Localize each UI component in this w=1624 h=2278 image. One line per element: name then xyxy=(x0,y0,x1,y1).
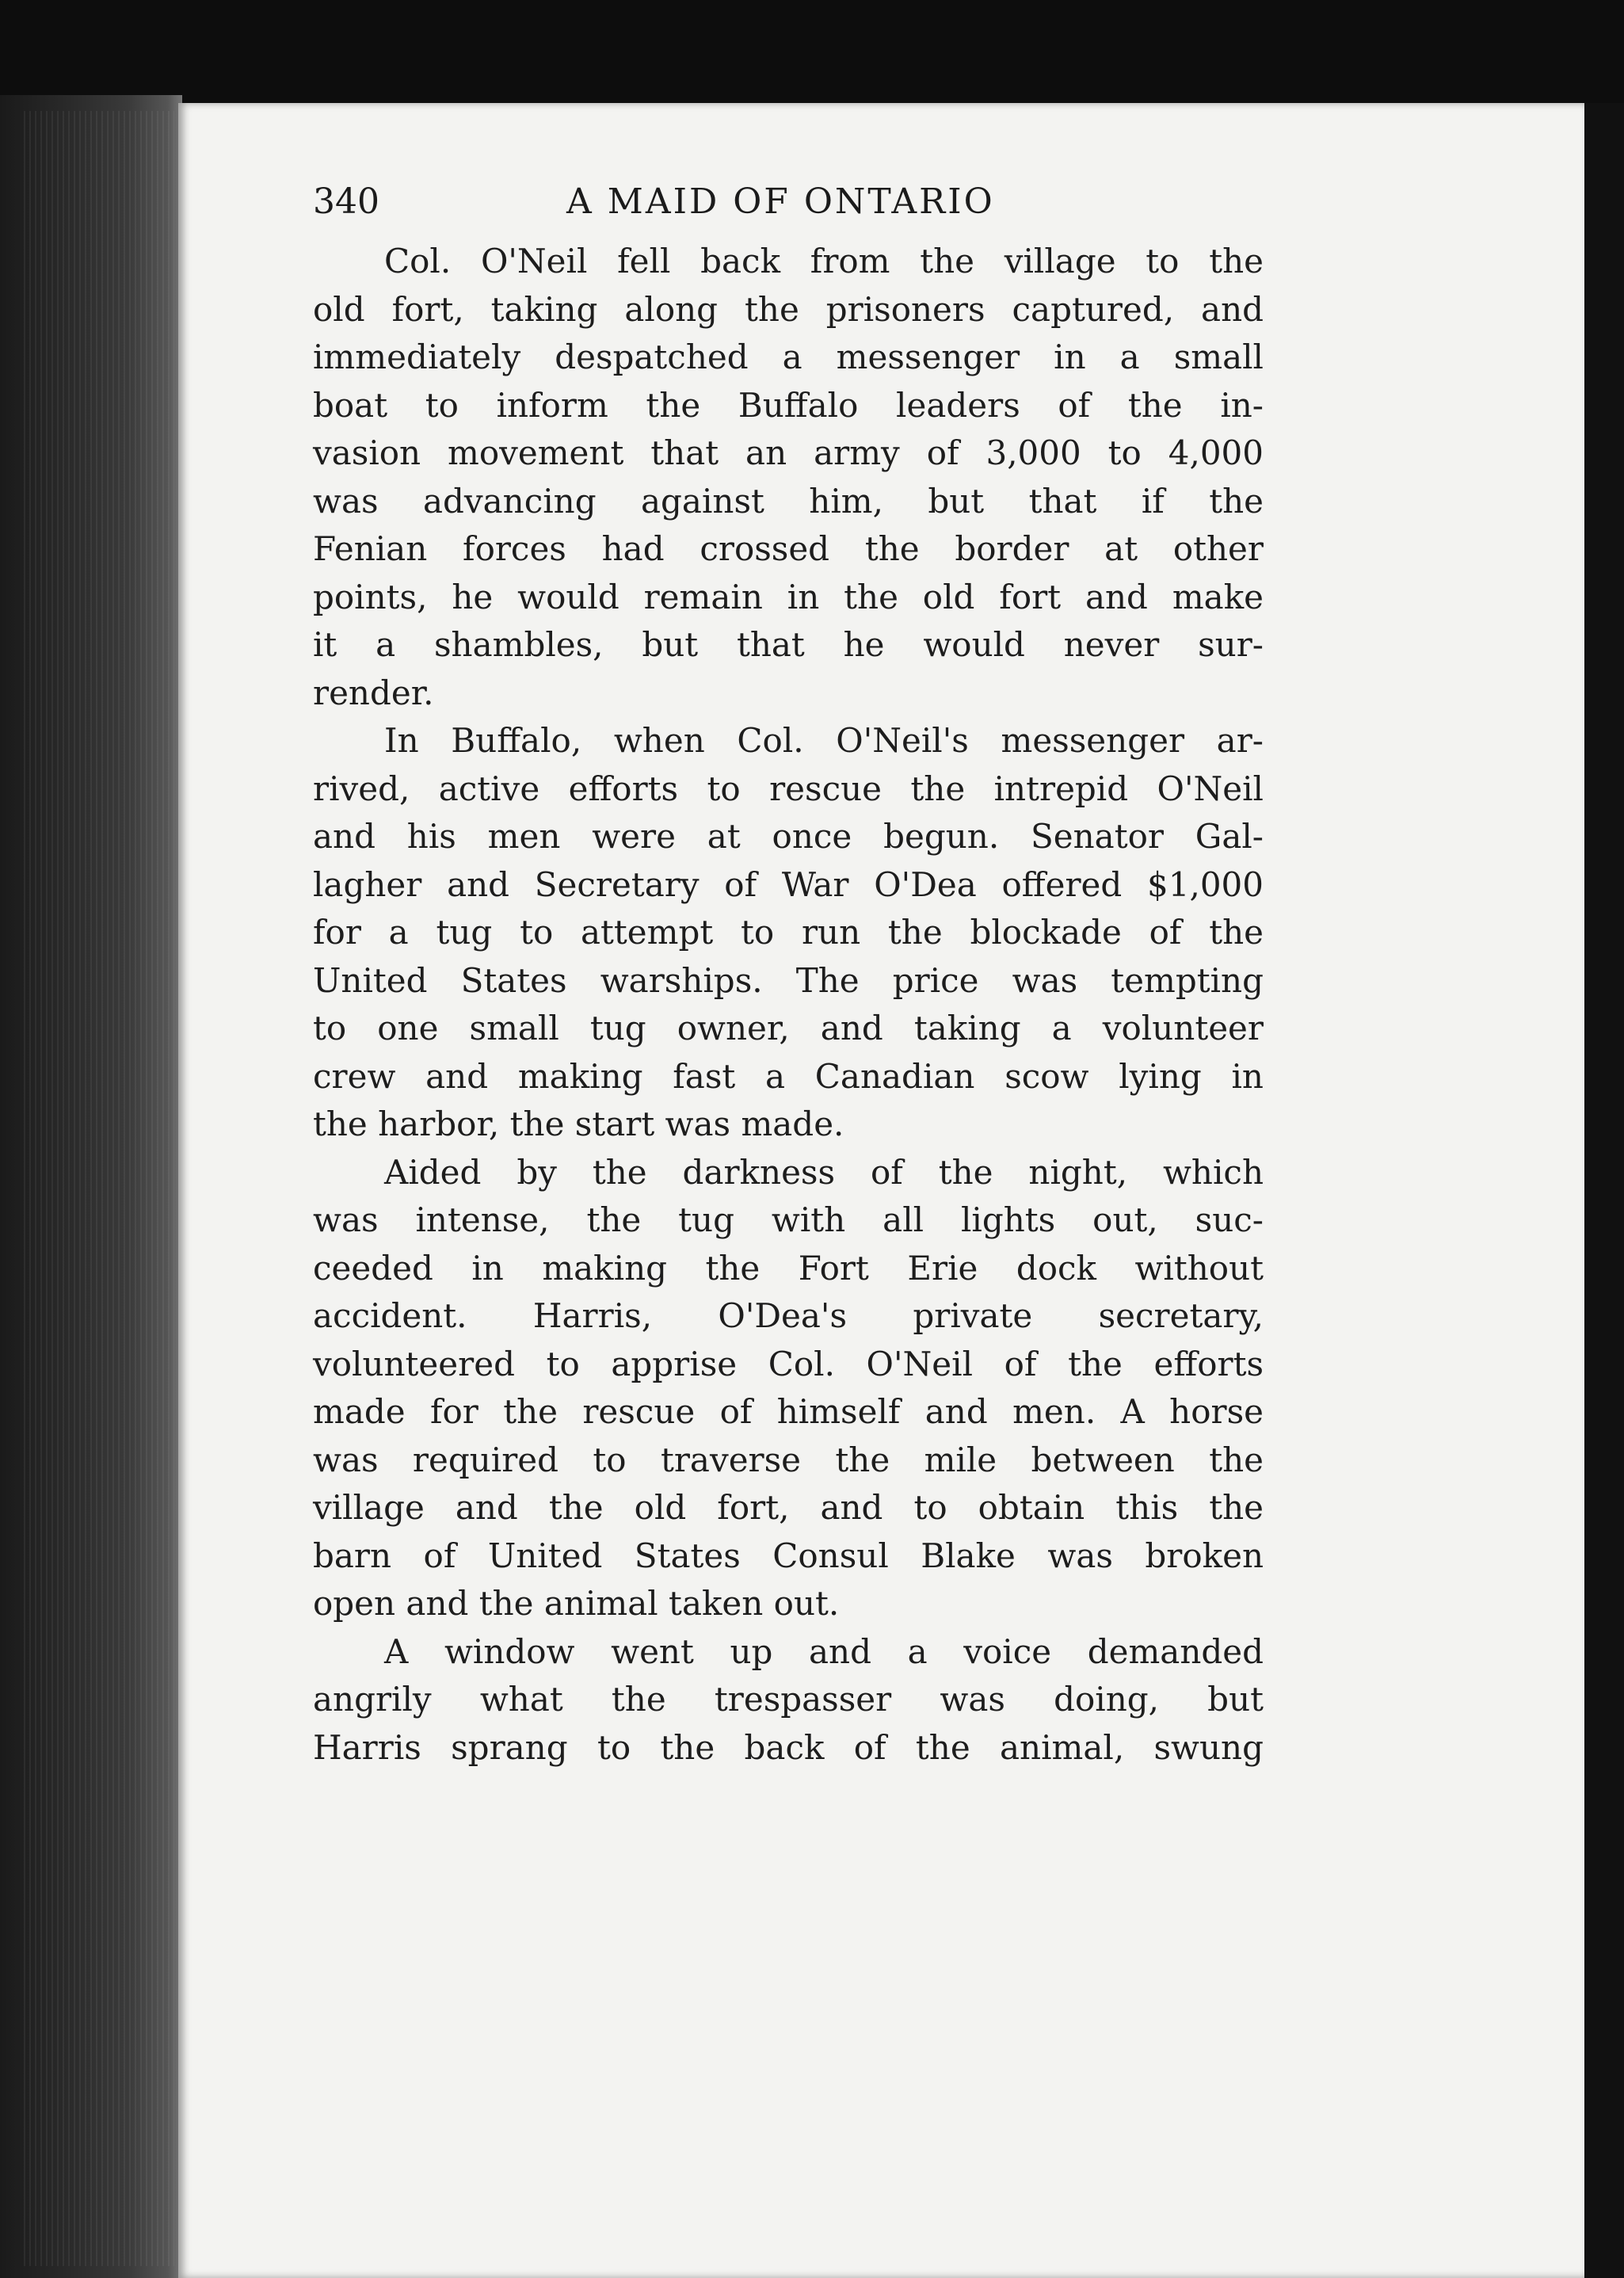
text-line: lagher and Secretary of War O'Dea offered $1,000 xyxy=(313,864,1264,904)
paragraph xyxy=(313,238,1264,717)
text-line: for a tug to attempt to run the blockade of the xyxy=(313,913,1264,952)
text-line: points, he would remain in the old fort and make xyxy=(313,577,1264,616)
text-body xyxy=(313,238,1264,1772)
text-line: crew and making fast a Canadian scow lying in xyxy=(313,1056,1264,1096)
text-line: angrily what the trespasser was doing, but xyxy=(313,1680,1264,1719)
text-line: to one small tug owner, and taking a volunteer xyxy=(313,1009,1264,1047)
paragraph xyxy=(313,1149,1264,1628)
text-line: A window went up and a voice demanded xyxy=(384,1631,1264,1671)
text-line: made for the rescue of himself and men. A horse xyxy=(313,1392,1264,1431)
text-line: accident. Harris, O'Dea's private secretary, xyxy=(313,1296,1264,1335)
text-line: Fenian forces had crossed the border at other xyxy=(313,529,1264,568)
text-line: barn of United States Consul Blake was broken xyxy=(313,1536,1264,1575)
book-title: A MAID OF ONTARIO xyxy=(566,181,995,222)
page-number: 340 xyxy=(313,181,379,222)
text-line: old fort, taking along the prisoners captured, and xyxy=(313,289,1264,329)
text-line: the harbor, the start was made. xyxy=(313,1105,844,1143)
text-line: Aided by the darkness of the night, which xyxy=(384,1152,1264,1192)
scan-border-right xyxy=(1584,103,1624,2278)
text-line: boat to inform the Buffalo leaders of the in- xyxy=(313,385,1264,425)
text-line: was required to traverse the mile between the xyxy=(313,1440,1264,1479)
text-line: United States warships. The price was tempting xyxy=(313,960,1264,1000)
paragraph xyxy=(313,1628,1264,1772)
running-head xyxy=(313,166,1264,238)
text-line: and his men were at once begun. Senator Gal- xyxy=(313,817,1264,856)
text-line: In Buffalo, when Col. O'Neil's messenger ar- xyxy=(384,721,1264,760)
text-line: Col. O'Neil fell back from the village to the xyxy=(384,242,1264,280)
text-line: volunteered to apprise Col. O'Neil of the efforts xyxy=(313,1344,1264,1383)
text-line: village and the old fort, and to obtain this the xyxy=(313,1488,1264,1527)
text-line: ceeded in making the Fort Erie dock without xyxy=(313,1248,1264,1288)
page-stack-edge xyxy=(24,111,174,2266)
text-line: was intense, the tug with all lights out, suc- xyxy=(313,1200,1264,1239)
text-line: was advancing against him, but that if the xyxy=(313,481,1264,521)
text-line: it a shambles, but that he would never sur- xyxy=(313,625,1264,664)
text-line: vasion movement that an army of 3,000 to 4,000 xyxy=(313,433,1264,472)
paragraph xyxy=(313,717,1264,1149)
text-line: open and the animal taken out. xyxy=(313,1584,840,1623)
text-line: Harris sprang to the back of the animal, swung xyxy=(313,1727,1264,1767)
text-line: rived, active efforts to rescue the intrepid O'Neil xyxy=(313,769,1264,808)
text-line: immediately despatched a messenger in a small xyxy=(313,338,1264,376)
text-line: render. xyxy=(313,673,434,712)
